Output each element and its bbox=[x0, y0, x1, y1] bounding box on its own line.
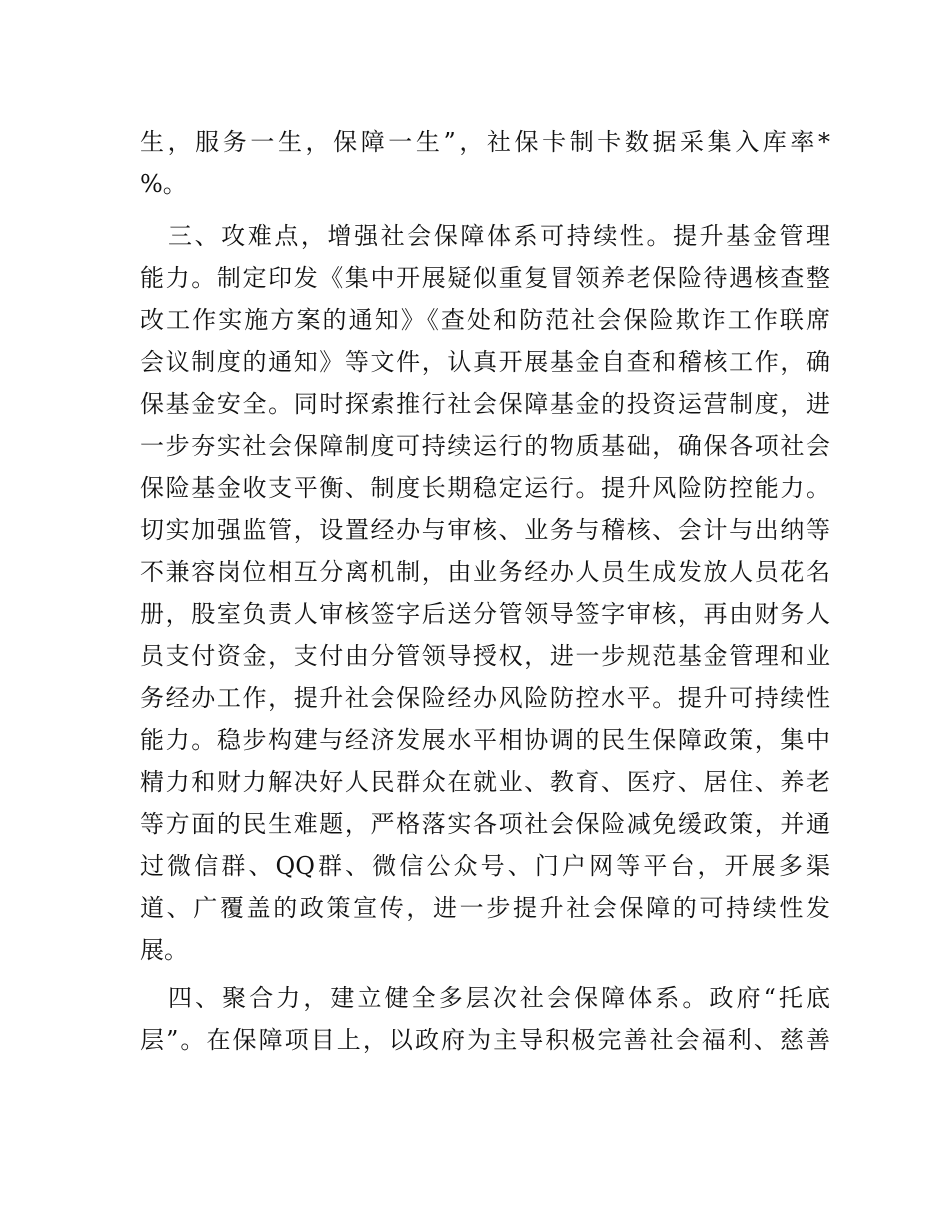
text-line: 四、聚合力，建立健全多层次社会保障体系。政府“托底 bbox=[168, 984, 830, 1012]
text-line: 改工作实施方案的通知》《查处和防范社会保险欺诈工作联席 bbox=[140, 306, 830, 334]
text-line: 能力。制定印发《集中开展疑似重复冒领养老保险待遇核查整 bbox=[140, 264, 830, 292]
text-line: 会议制度的通知》等文件，认真开展基金自查和稽核工作，确 bbox=[140, 348, 830, 376]
text-line: 过微信群、QQ群、微信公众号、门户网等平台，开展多渠 bbox=[140, 852, 830, 880]
text-line: 员支付资金，支付由分管领导授权，进一步规范基金管理和业 bbox=[140, 642, 830, 670]
text-line: 保基金安全。同时探索推行社会保障基金的投资运营制度，进 bbox=[140, 390, 830, 418]
text-line: 等方面的民生难题，严格落实各项社会保险减免缓政策，并通 bbox=[140, 810, 830, 838]
text-line: 务经办工作，提升社会保险经办风险防控水平。提升可持续性 bbox=[140, 684, 830, 712]
text-line: %。 bbox=[140, 170, 187, 198]
text-line: 生，服务一生，保障一生”，社保卡制卡数据采集入库率* bbox=[140, 128, 830, 156]
text-line: 册，股室负责人审核签字后送分管领导签字审核，再由财务人 bbox=[140, 600, 830, 628]
text-line: 能力。稳步构建与经济发展水平相协调的民生保障政策，集中 bbox=[140, 726, 830, 754]
text-line: 保险基金收支平衡、制度长期稳定运行。提升风险防控能力。 bbox=[140, 474, 830, 502]
text-line: 三、攻难点，增强社会保障体系可持续性。提升基金管理 bbox=[168, 222, 830, 250]
text-line: 不兼容岗位相互分离机制，由业务经办人员生成发放人员花名 bbox=[140, 558, 830, 586]
text-line: 层”。在保障项目上，以政府为主导积极完善社会福利、慈善 bbox=[140, 1026, 830, 1054]
text-line: 切实加强监管，设置经办与审核、业务与稽核、会计与出纳等 bbox=[140, 516, 830, 544]
text-line: 道、广覆盖的政策宣传，进一步提升社会保障的可持续性发 bbox=[140, 894, 830, 922]
text-line: 展。 bbox=[140, 936, 188, 964]
text-line: 精力和财力解决好人民群众在就业、教育、医疗、居住、养老 bbox=[140, 768, 830, 796]
text-line: 一步夯实社会保障制度可持续运行的物质基础，确保各项社会 bbox=[140, 432, 830, 460]
